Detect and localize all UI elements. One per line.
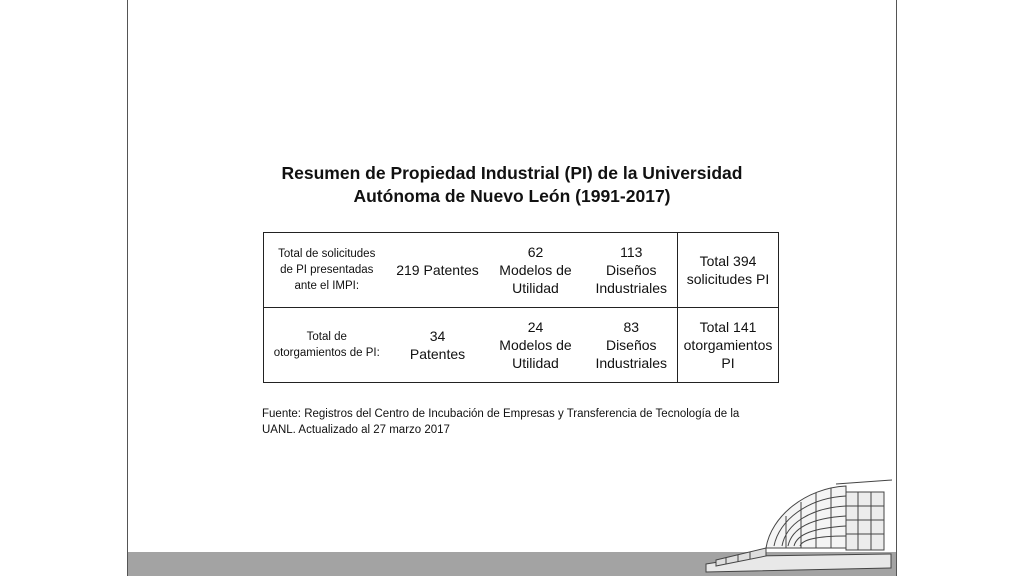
slide <box>127 0 897 576</box>
disenos-cell: 83 Diseños Industriales <box>595 319 668 371</box>
total-cell: Total 394 solicitudes PI <box>678 233 779 308</box>
patentes-cell: 219 Patentes <box>390 233 486 308</box>
ip-summary-table <box>263 232 779 383</box>
source-note: Fuente: Registros del Centro de Incubación de Empresas y Transferencia de Tecnología de la UANL. Actualizado al 27 marzo 2017 <box>262 408 740 436</box>
table-row-otorgamientos <box>264 308 779 383</box>
modelos-cell: 62 Modelos de Utilidad <box>486 233 586 308</box>
building-illustration-icon <box>696 476 896 576</box>
disenos-cell: 113 Diseños Industriales <box>586 233 678 308</box>
title-line-2: Autónoma de Nuevo León (1991-2017) <box>353 186 671 206</box>
row-label: Total de otorgamientos de PI: <box>273 331 380 359</box>
table-row-solicitudes <box>264 233 779 308</box>
row-label: Total de solicitudes de PI presentadas ante el IMPI: <box>264 233 390 308</box>
modelos-cell: 24 Modelos de Utilidad <box>499 319 572 371</box>
total-cell: Total 141 otorgamientos PI <box>678 308 779 383</box>
patentes-cell: 34 Patentes <box>409 328 466 362</box>
title-line-1: Resumen de Propiedad Industrial (PI) de la Universidad <box>281 163 743 183</box>
slide-title <box>128 162 896 208</box>
